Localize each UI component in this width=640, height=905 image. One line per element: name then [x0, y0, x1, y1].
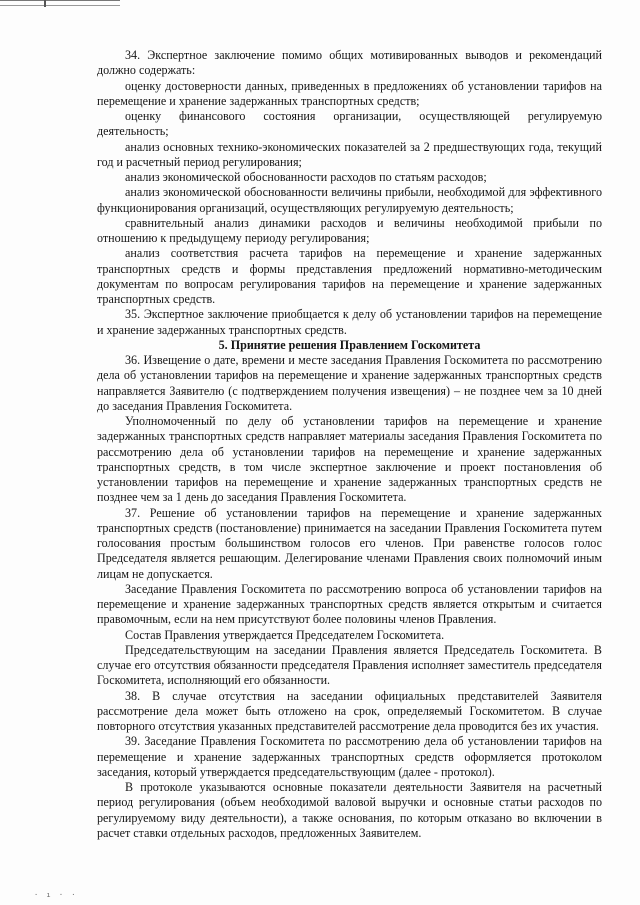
paragraph-36: 36. Извещение о дате, времени и месте заседания Правления Госкомитета по рассмотрению дела об установлении тарифов на перемещение и хранение задержанных транспортных средств направляется Заявителю (с подтверждением получения извещения) – не позднее чем за 10 дней до заседания Правления Госкомитета.	[97, 353, 602, 413]
scan-edge-artifact	[0, 0, 120, 6]
paragraph-37-board-composition: Состав Правления утверждается Председателем Госкомитета.	[125, 627, 445, 642]
paragraph-35: 35. Экспертное заключение приобщается к делу об установлении тарифов на перемещение и хранение задержанных транспортных средств.	[97, 307, 602, 337]
list-item-dynamics-analysis: сравнительный анализ динамики расходов и величины необходимой прибыли по отношению к предыдущему периоду регулирования;	[97, 215, 602, 245]
list-item-indicators-analysis: анализ основных технико-экономических показателей за 2 предшествующих года, текущий год и расчетный период регулирования;	[97, 139, 602, 169]
scan-footer-artifact: · ı · ·	[34, 891, 78, 899]
list-item-expenses-analysis: анализ экономической обоснованности расходов по статьям расходов;	[125, 170, 487, 184]
paragraph-39-protocol: В протоколе указываются основные показатели деятельности Заявителя на расчетный период регулирования (объем необходимой валовой выручки и основные статьи расходов по регулируемому виду деятельности), а также основания, по которым отказано во включении в расчет ставки отдельных расходов, предложенных Заявителем.	[97, 780, 602, 840]
document-body	[97, 48, 602, 841]
paragraph-39: 39. Заседание Правления Госкомитета по рассмотрению дела об установлении тарифов на перемещение и хранение задержанных транспортных средств оформляется протоколом заседания, который утверждается председательствующим (далее - протокол).	[97, 734, 602, 779]
section-heading: 5. Принятие решения Правлением Госкомитета	[218, 337, 481, 352]
paragraph-38: 38. В случае отсутствия на заседании официальных представителей Заявителя рассмотрение дела может быть отложено на срок, определяемый Госкомитетом. В случае повторного отсутствия указанных представителей рассмотрение дела проводится без их участия.	[97, 688, 602, 733]
list-item-financial-state: оценку финансового состояния организации, осуществляющей регулируемую деятельность;	[97, 109, 602, 139]
paragraph-37-meeting: Заседание Правления Госкомитета по рассмотрению вопроса об установлении тарифов на перемещение и хранение задержанных транспортных средств является открытым и считается правомочным, если на нем присутствуют более половины членов Правления.	[97, 581, 602, 627]
scan-edge-mark	[44, 0, 46, 7]
paragraph-37: 37. Решение об установлении тарифов на перемещение и хранение задержанных транспортных средств (постановление) принимается на заседании Правления Госкомитета путем голосования простым большинством голосов его членов. При равенстве голосов голос Председателя является решающим. Делегирование членами Правления своих полномочий иным лицам не допускается.	[97, 505, 602, 581]
paragraph-37-chairperson: Председательствующим на заседании Правления является Председатель Госкомитета. В случае его отсутствия обязанности председателя Правления исполняет заместитель председателя Госкомитета, исполняющий его обязанности.	[97, 642, 602, 688]
paragraph-36-authorized: Уполномоченный по делу об установлении тарифов на перемещение и хранение задержанных транспортных средств направляет материалы заседания Правления Госкомитета по рассмотрению дела об установлении тарифов на перемещение и хранение задержанных транспортных средств, в том числе экспертное заключение и проект постановления об установлении тарифов на перемещение и хранение задержанных транспортных средств не позднее чем за 1 день до заседания Правления Госкомитета.	[97, 414, 602, 505]
list-item-data-accuracy: оценку достоверности данных, приведенных в предложениях об установлении тарифов на перемещение и хранение задержанных транспортных средств;	[97, 78, 602, 108]
list-item-profit-analysis: анализ экономической обоснованности величины прибыли, необходимой для эффективного функционирования организаций, осуществляющих регулируемую деятельность;	[97, 185, 602, 215]
list-item-compliance-analysis: анализ соответствия расчета тарифов на перемещение и хранение задержанных транспортных средств и формы представления предложений нормативно-методическим документам по вопросам регулирования тарифов на перемещение и хранение задержанных транспортных средств.	[97, 246, 602, 306]
paragraph-34: 34. Экспертное заключение помимо общих мотивированных выводов и рекомендаций должно содержать:	[97, 48, 602, 78]
